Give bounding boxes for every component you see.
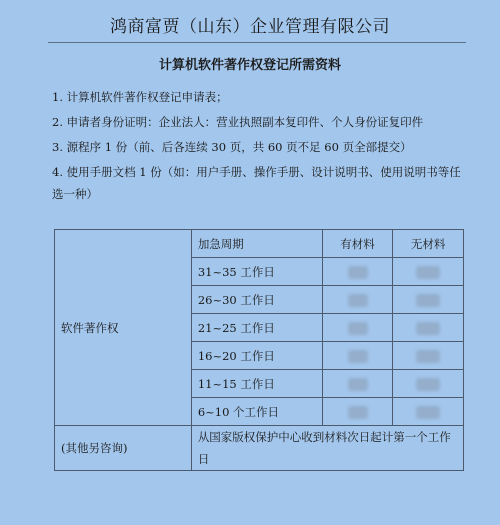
price-cell (322, 370, 393, 398)
redacted-price (416, 406, 440, 419)
price-cell (322, 286, 393, 314)
service-period-table (54, 229, 464, 471)
redacted-price (416, 266, 440, 279)
requirement-item: 4. 使用手册文档 1 份（如：用户手册、操作手册、设计说明书、使用说明书等任选一种） (52, 165, 461, 201)
redacted-price (416, 294, 440, 307)
with-materials-header: 有材料 (322, 230, 393, 258)
price-cell (322, 398, 393, 426)
redacted-price (348, 378, 368, 391)
without-materials-header: 无材料 (393, 230, 464, 258)
period-cell: 26~30 工作日 (191, 286, 322, 314)
requirements-list (52, 86, 467, 208)
period-cell: 31~35 工作日 (191, 258, 322, 286)
requirement-item: 1. 计算机软件著作权登记申请表； (52, 90, 228, 104)
period-header: 加急周期 (191, 230, 322, 258)
redacted-price (348, 322, 368, 335)
redacted-price (348, 406, 368, 419)
table-row (55, 230, 464, 258)
period-cell: 16~20 工作日 (191, 342, 322, 370)
period-cell: 21~25 工作日 (191, 314, 322, 342)
price-cell (393, 286, 464, 314)
period-cell: 11~15 工作日 (191, 370, 322, 398)
document-title: 计算机软件著作权登记所需资料 (158, 58, 341, 73)
price-cell (393, 398, 464, 426)
table-row (55, 426, 464, 471)
row-label-cell: 软件著作权 (55, 230, 192, 426)
redacted-price (348, 294, 368, 307)
price-cell (322, 314, 393, 342)
timing-notice-cell: 从国家版权保护中心收到材料次日起计第一个工作日 (191, 426, 463, 471)
price-cell (393, 258, 464, 286)
redacted-price (348, 266, 368, 279)
period-cell: 6~10 个工作日 (191, 398, 322, 426)
price-cell (322, 258, 393, 286)
price-cell (393, 370, 464, 398)
other-consult-cell: (其他另咨询) (55, 426, 192, 471)
redacted-price (348, 350, 368, 363)
redacted-price (416, 378, 440, 391)
price-cell (322, 342, 393, 370)
price-cell (393, 342, 464, 370)
requirement-item: 3. 源程序 1 份（前、后各连续 30 页，共 60 页不足 60 页全部提交） (52, 140, 412, 154)
redacted-price (416, 322, 440, 335)
requirement-item: 2. 申请者身份证明：企业法人：营业执照副本复印件、个人身份证复印件 (52, 115, 424, 129)
price-cell (393, 314, 464, 342)
company-name: 鸿商富贾（山东）企业管理有限公司 (110, 17, 390, 37)
redacted-price (416, 350, 440, 363)
header-divider (48, 42, 466, 43)
